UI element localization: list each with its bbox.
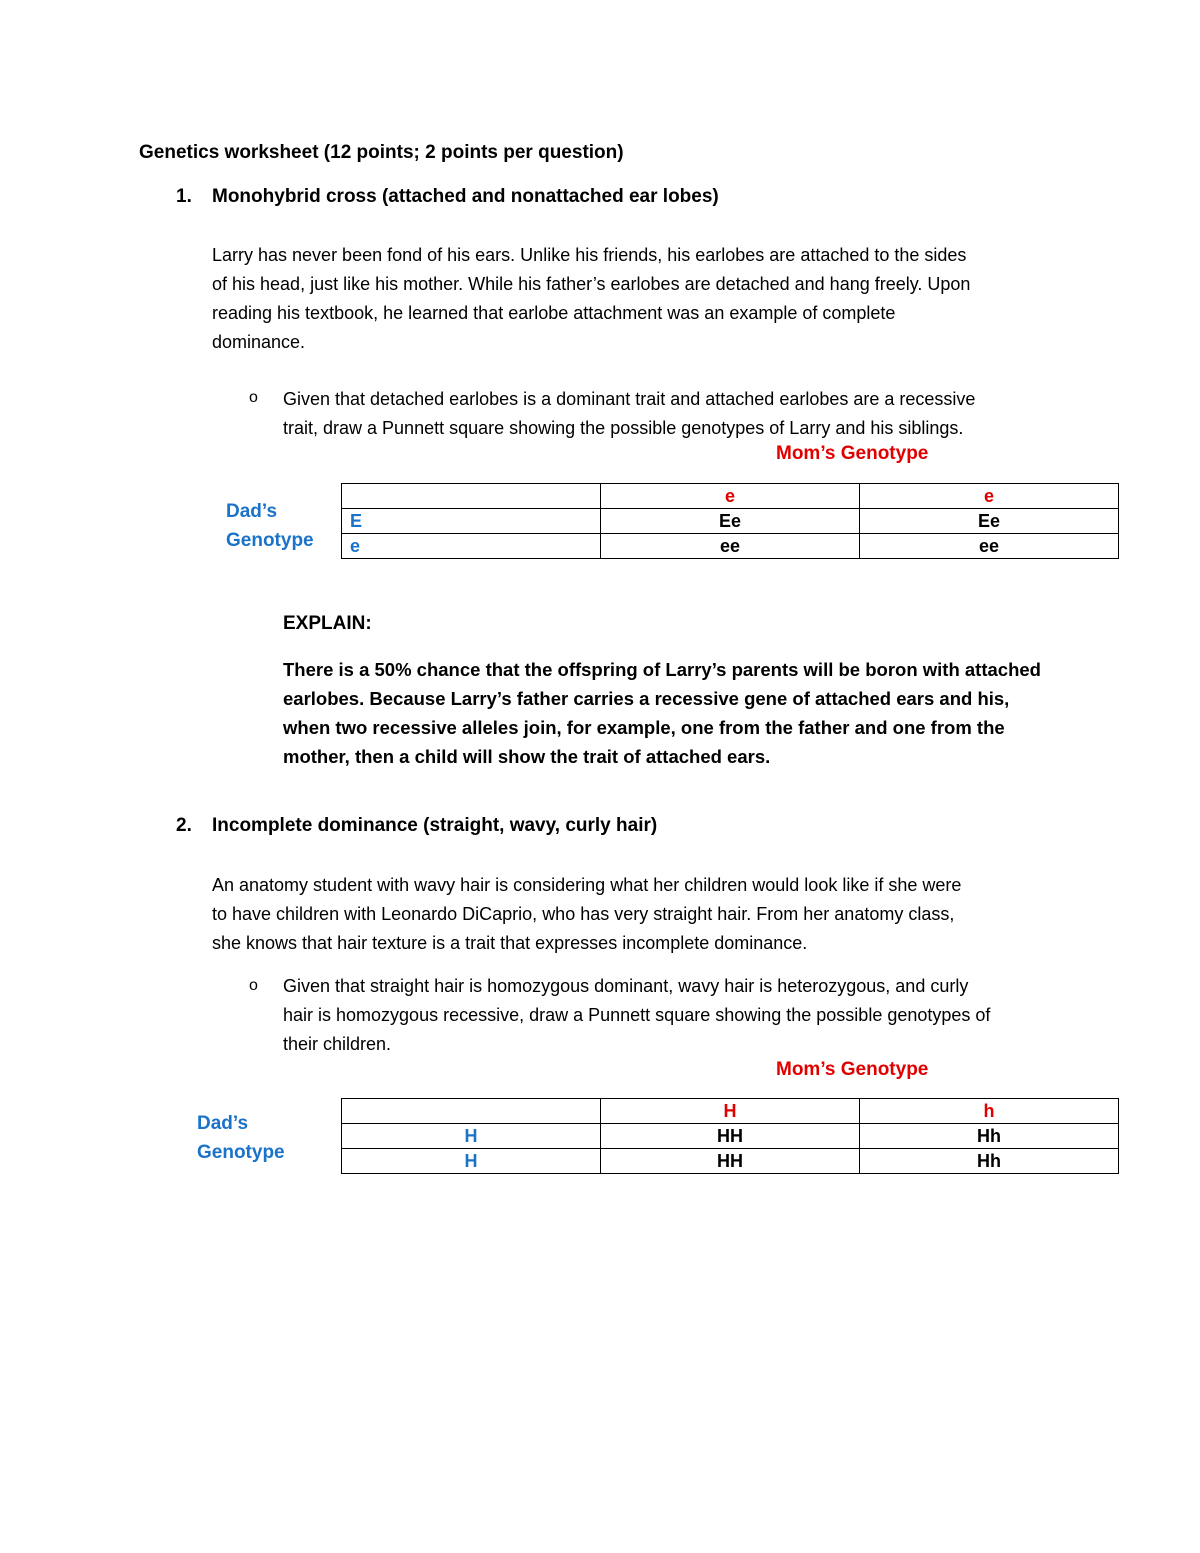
paragraph-line: reading his textbook, he learned that earlobe attachment was an example of complete [212, 303, 896, 323]
question-1-number: 1. [176, 186, 192, 207]
punnett-square-1 [341, 483, 1119, 559]
explain-heading: EXPLAIN: [283, 613, 372, 634]
paragraph-line: dominance. [212, 332, 306, 352]
mom-genotype-label: Mom’s Genotype [776, 1059, 929, 1080]
dad-allele-cell: H [342, 1149, 601, 1174]
question-2-heading [0, 815, 1200, 841]
question-1-title: Monohybrid cross (attached and nonattached ear lobes) [212, 186, 719, 207]
dad-label-line: Genotype [197, 1142, 285, 1163]
table-row [342, 509, 1119, 534]
question-2-instruction [283, 972, 1073, 1059]
genotype-cell: HH [601, 1149, 860, 1174]
bullet-marker: o [249, 977, 258, 994]
instruction-line: their children. [283, 1034, 392, 1054]
dad-label-line: Dad’s [226, 501, 278, 522]
paragraph-line: to have children with Leonardo DiCaprio, who has very straight hair. From her anatomy class, [212, 904, 955, 924]
mom-allele-cell: e [860, 484, 1119, 509]
explain-line: when two recessive alleles join, for example, one from the father and one from the [283, 717, 1005, 738]
instruction-line: trait, draw a Punnett square showing the possible genotypes of Larry and his siblings. [283, 418, 964, 438]
paragraph-line: of his head, just like his mother. While his father’s earlobes are detached and hang freely. Upon [212, 274, 971, 294]
mom-genotype-label: Mom’s Genotype [776, 443, 929, 464]
table-cell [342, 1099, 601, 1124]
instruction-line: Given that straight hair is homozygous dominant, wavy hair is heterozygous, and curly [283, 976, 969, 996]
dad-label-line: Dad’s [197, 1113, 249, 1134]
table-row [342, 484, 1119, 509]
question-2-number: 2. [176, 815, 192, 836]
paragraph-line: she knows that hair texture is a trait that expresses incomplete dominance. [212, 933, 808, 953]
genotype-cell: ee [601, 534, 860, 559]
explain-line: earlobes. Because Larry’s father carries a recessive gene of attached ears and his, [283, 688, 1010, 709]
genotype-cell: Hh [860, 1149, 1119, 1174]
genotype-cell: HH [601, 1124, 860, 1149]
paragraph-line: Larry has never been fond of his ears. Unlike his friends, his earlobes are attached to the sides [212, 245, 967, 265]
dad-genotype-label [197, 1109, 285, 1167]
explain-answer [283, 655, 1073, 771]
table-row [342, 534, 1119, 559]
table-row [342, 1124, 1119, 1149]
table-cell [342, 484, 601, 509]
question-2-paragraph [212, 871, 1072, 958]
dad-allele-cell: e [342, 534, 601, 559]
explain-line: There is a 50% chance that the offspring of Larry’s parents will be boron with attached [283, 659, 1041, 680]
question-1-instruction [283, 385, 1073, 443]
question-2-title: Incomplete dominance (straight, wavy, curly hair) [212, 815, 658, 836]
genotype-cell: Ee [601, 509, 860, 534]
genotype-cell: ee [860, 534, 1119, 559]
question-1-paragraph [212, 241, 1072, 357]
mom-allele-cell: h [860, 1099, 1119, 1124]
genotype-cell: Hh [860, 1124, 1119, 1149]
genotype-cell: Ee [860, 509, 1119, 534]
instruction-line: hair is homozygous recessive, draw a Punnett square showing the possible genotypes of [283, 1005, 991, 1025]
paragraph-line: An anatomy student with wavy hair is considering what her children would look like if she were [212, 875, 962, 895]
table-row [342, 1149, 1119, 1174]
dad-allele-cell: H [342, 1124, 601, 1149]
question-1-heading [0, 186, 1200, 212]
worksheet-title: Genetics worksheet (12 points; 2 points per question) [139, 142, 624, 163]
dad-genotype-label [226, 497, 314, 555]
punnett-square-2 [341, 1098, 1119, 1174]
bullet-marker: o [249, 389, 258, 406]
dad-label-line: Genotype [226, 530, 314, 551]
mom-allele-cell: e [601, 484, 860, 509]
mom-allele-cell: H [601, 1099, 860, 1124]
explain-line: mother, then a child will show the trait of attached ears. [283, 746, 771, 767]
table-row [342, 1099, 1119, 1124]
dad-allele-cell: E [342, 509, 601, 534]
instruction-line: Given that detached earlobes is a dominant trait and attached earlobes are a recessive [283, 389, 976, 409]
